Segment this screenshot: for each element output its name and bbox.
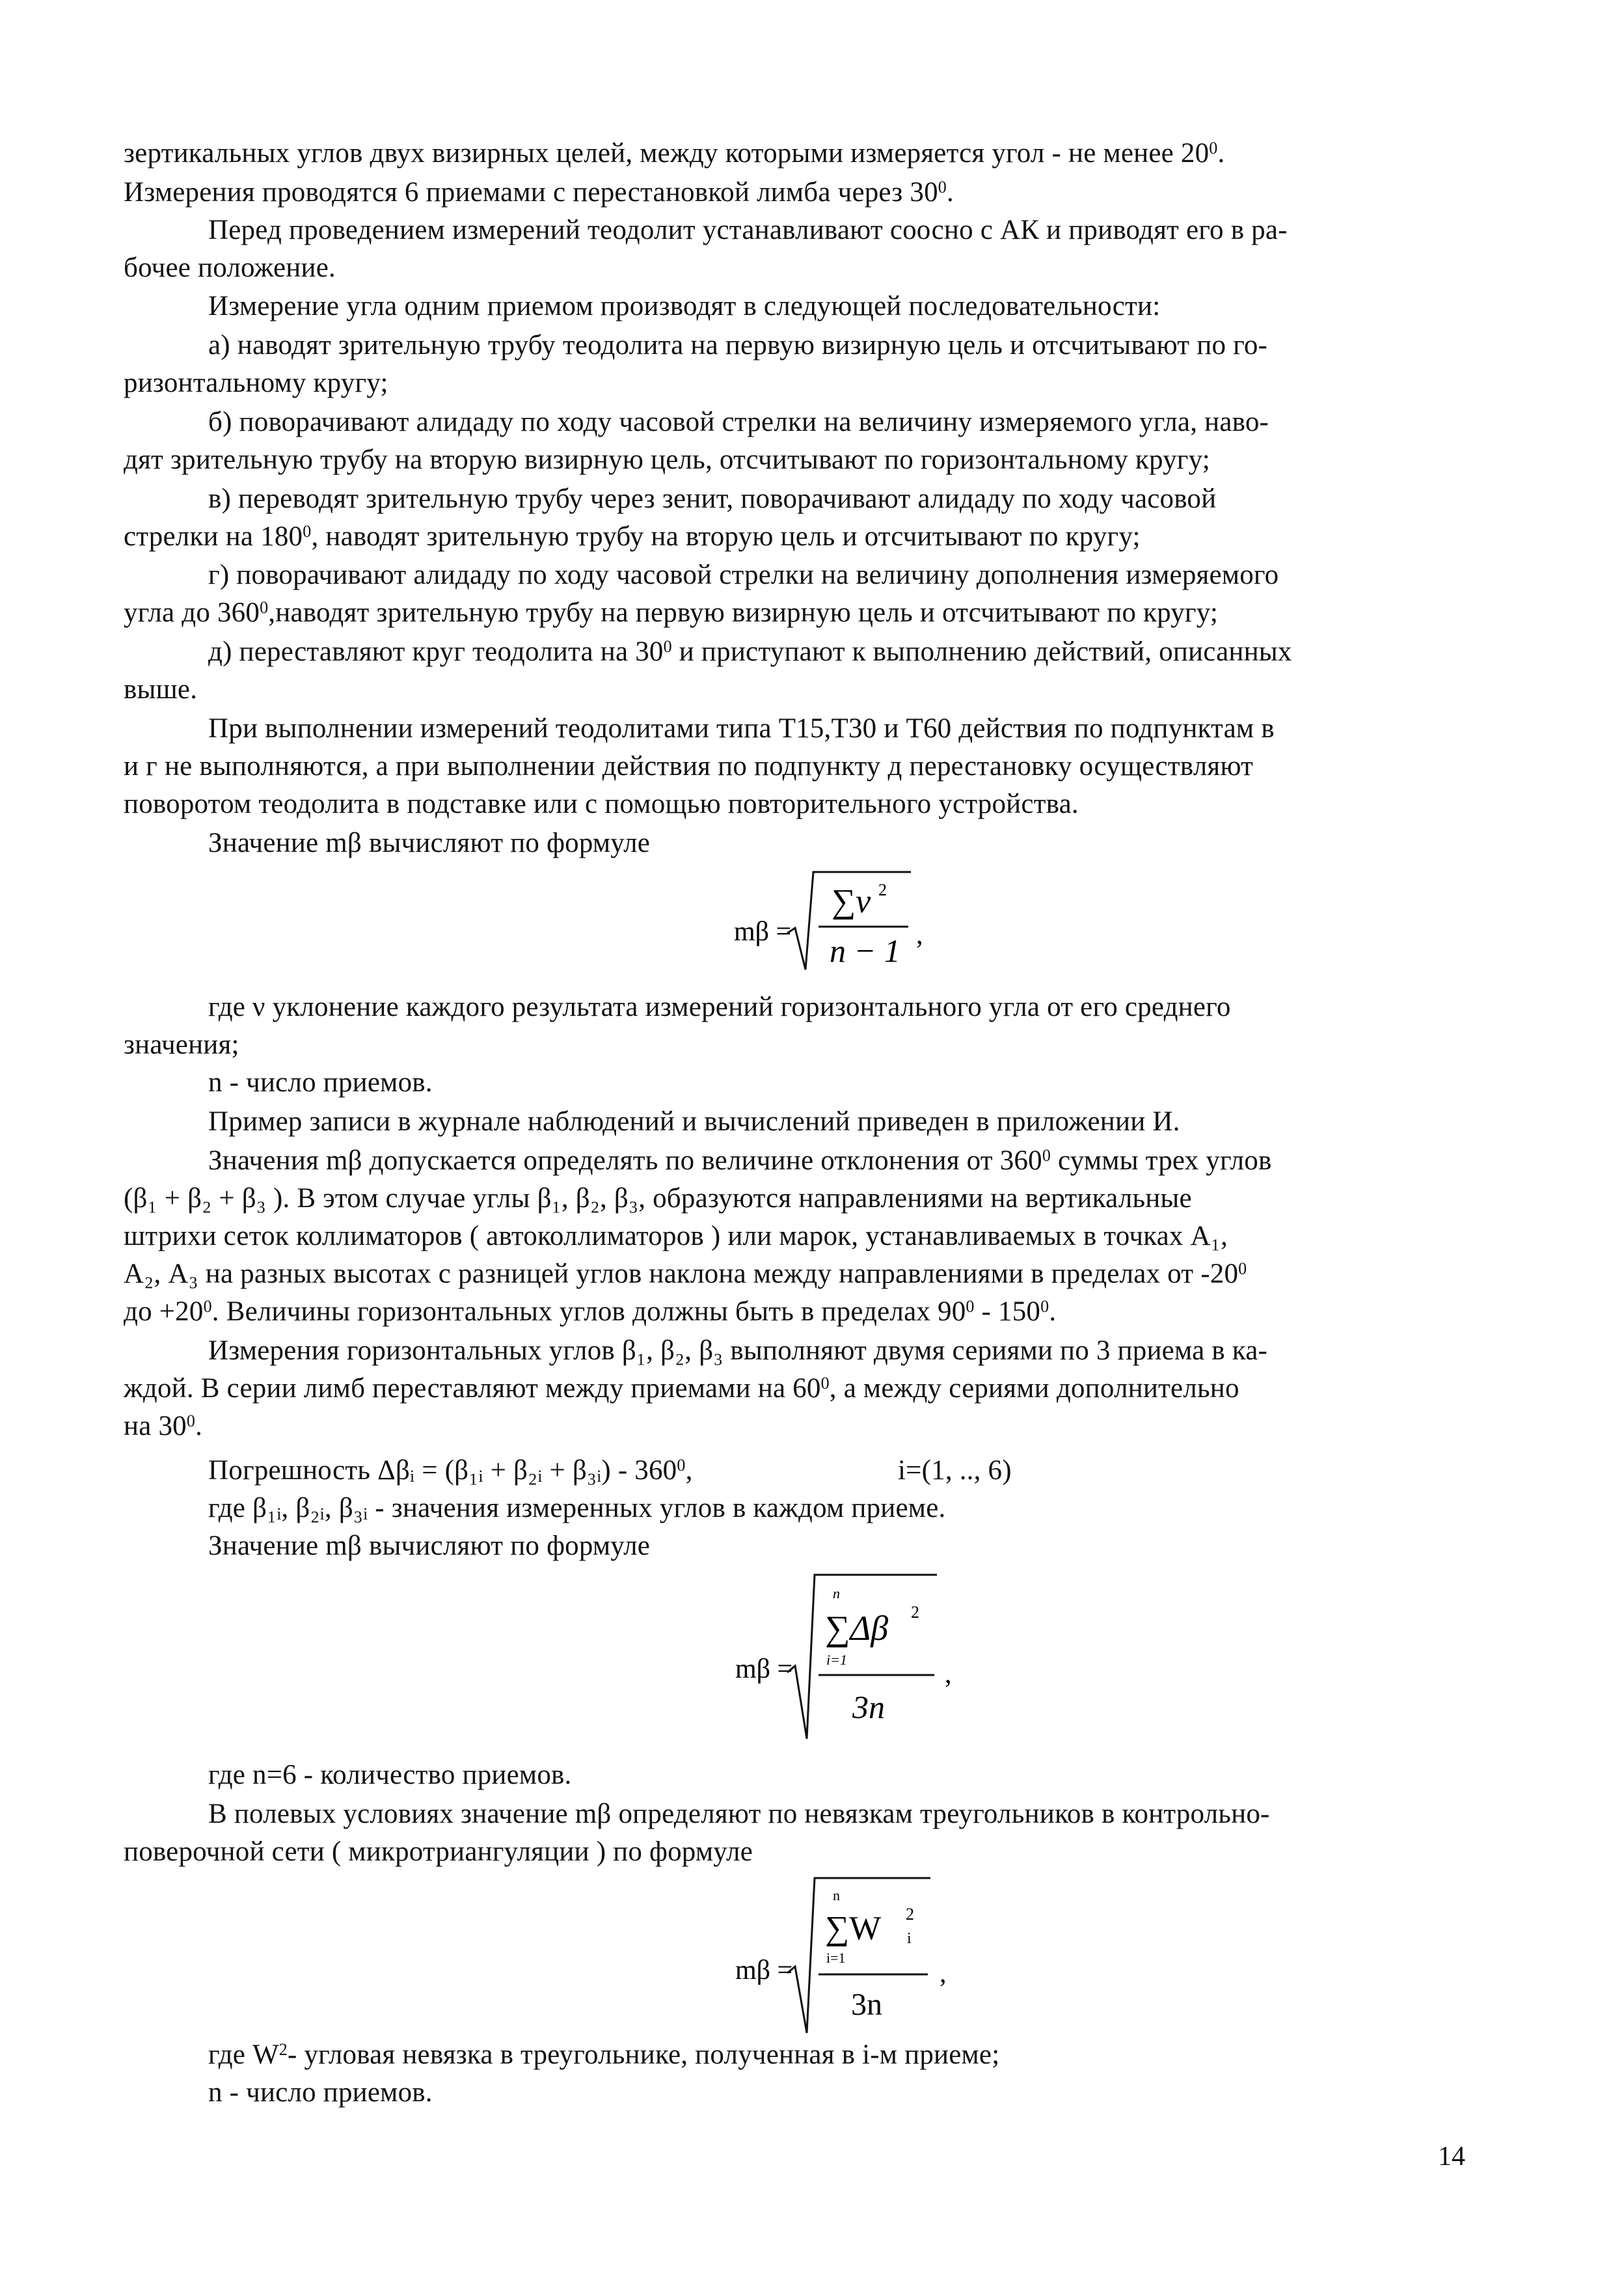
text-line-2: Измерения проводятся 6 приемами с перестановкой лимба через $30^0$. [124,177,954,208]
text-line-32: Погрешность Δβᵢ = (β₁ᵢ + β₂ᵢ + β₃ᵢ) - $360^0$, [208,1455,693,1486]
formula1-numerator-sup: 2 [878,880,887,899]
formula2-comma: , [945,1659,952,1689]
text-line-30: ждой. В серии лимб переставляют между приемами на $60^0$, а между сериями дополнительно [124,1373,1239,1404]
formula3-denominator: 3n [851,1987,882,2022]
text-line-12: г) поворачивают алидаду по ходу часовой стрелки на величину дополнения измеряемого [208,560,1279,590]
text-line-5: Измерение угла одним приемом производят в следующей последовательности: [208,291,1161,321]
text-line-31: на $30^0$. [124,1411,203,1441]
text-line-16: При выполнении измерений теодолитами типа Т15,Т30 и Т60 действия по подпунктам в [208,713,1275,744]
text-line-27: А₂, А₃ на разных высотах с разницей углов наклона между направлениями в пределах от $-20^0$ [124,1259,1247,1289]
text-line-26: штрихи сеток коллиматоров ( автоколлиматоров ) или марок, устанавливаемых в точках А₁, [124,1221,1228,1251]
formula2-numerator-sup: 2 [911,1603,919,1622]
formula3-numerator-sub: i [907,1930,912,1947]
formula3-numerator-sup: 2 [906,1905,914,1924]
text-line-19: Значение mβ вычисляют по формуле [208,828,651,858]
formula3-numerator: ∑W [825,1910,882,1947]
text-line-37: поверочной сети ( микротриангуляции ) по формуле [124,1836,753,1867]
text-line-32-index-range: i=(1, .., 6) [898,1455,1012,1486]
formula3-sum-lower: i=1 [826,1950,846,1966]
text-line-3: Перед проведением измерений теодолит устанавливают соосно с АК и приводят его в ра- [208,215,1288,245]
text-line-1: зертикальных углов двух визирных целей, между которыми измеряется угол - не менее $20^0$. [124,138,1225,169]
text-line-22: n - число приемов. [208,1067,433,1098]
formula-m-beta-3 [722,1872,995,2041]
text-line-38: где $W^2-$ угловая невязка в треугольнике, полученная в i-м приеме; [208,2039,1000,2070]
text-line-21: значения; [124,1029,239,1060]
text-line-8: б) поворачивают алидаду по ходу часовой стрелки на величину измеряемого угла, наво- [208,407,1269,437]
text-line-35: где n=6 - количество приемов. [208,1760,572,1790]
formula3-lhs: mβ = [735,1955,793,1985]
text-line-14: д) переставляют круг теодолита на $30^0$ и приступают к выполнению действий, описанных [208,636,1292,667]
text-line-29: Измерения горизонтальных углов β₁, β₂, β₃ выполняют двумя сериями по 3 приема в ка- [208,1335,1268,1366]
text-line-39: n - число приемов. [208,2077,433,2108]
text-line-4: бочее положение. [124,252,336,283]
formula1-comma: , [916,920,923,950]
text-line-15: выше. [124,674,198,705]
formula-m-beta-1 [716,865,950,983]
text-line-11: стрелки на $180^0$, наводят зрительную трубу на вторую цель и отсчитывают по кругу; [124,521,1141,552]
text-line-20: где ν уклонение каждого результата измерений горизонтального угла от его среднего [208,992,1231,1022]
text-line-33: где β₁ᵢ, β₂ᵢ, β₃ᵢ - значения измеренных углов в каждом приеме. [208,1493,946,1523]
text-line-9: дят зрительную трубу на вторую визирную цель, отсчитывают по горизонтальному кругу; [124,444,1210,475]
formula2-sum-upper: n [833,1585,840,1601]
text-line-13: угла до $360^0,наводят$ зрительную трубу на первую визирную цель и отсчитывают по кругу; [124,597,1219,628]
text-line-17: и г не выполняются, а при выполнении действия по подпункту д перестановку осуществляют [124,751,1254,782]
formula1-numerator: ∑ν [832,883,871,920]
formula2-numerator: ∑Δβ [825,1609,889,1648]
text-line-6: а) наводят зрительную трубу теодолита на первую визирную цель и отсчитывают по го- [208,330,1268,361]
formula1-lhs: mβ = [734,917,792,947]
formula2-denominator: 3n [852,1689,885,1725]
text-line-34: Значение mβ вычисляют по формуле [208,1531,651,1561]
page-number: 14 [1438,2142,1465,2172]
text-line-23: Пример записи в журнале наблюдений и вычислений приведен в приложении И. [208,1106,1180,1137]
text-line-36: В полевых условиях значение mβ определяют по невязкам треугольников в контрольно- [208,1799,1270,1829]
formula3-sum-upper: n [833,1887,840,1903]
text-line-7: ризонтальному кругу; [124,368,388,398]
formula1-denominator: n − 1 [830,933,900,969]
text-line-28: до $+20^0$. Величины горизонтальных углов должны быть в пределах $90^0 - 150^0$. [124,1296,1057,1327]
formula2-lhs: mβ = [735,1654,793,1684]
formula3-comma: , [940,1959,947,1989]
formula-m-beta-2 [722,1568,995,1751]
text-line-24: Значения mβ допускается определять по величине отклонения от $360^0$ суммы трех углов [208,1145,1272,1176]
text-line-10: в) переводят зрительную трубу через зенит, поворачивают алидаду по ходу часовой [208,484,1217,514]
text-line-18: поворотом теодолита в подставке или с помощью повторительного устройства. [124,789,1079,819]
formula2-sum-lower: i=1 [826,1652,847,1668]
text-line-25: (β₁ + β₂ + β₃ ). В этом случае углы β₁, β₂, β₃, образуются направлениями на вертикальные [124,1183,1192,1214]
